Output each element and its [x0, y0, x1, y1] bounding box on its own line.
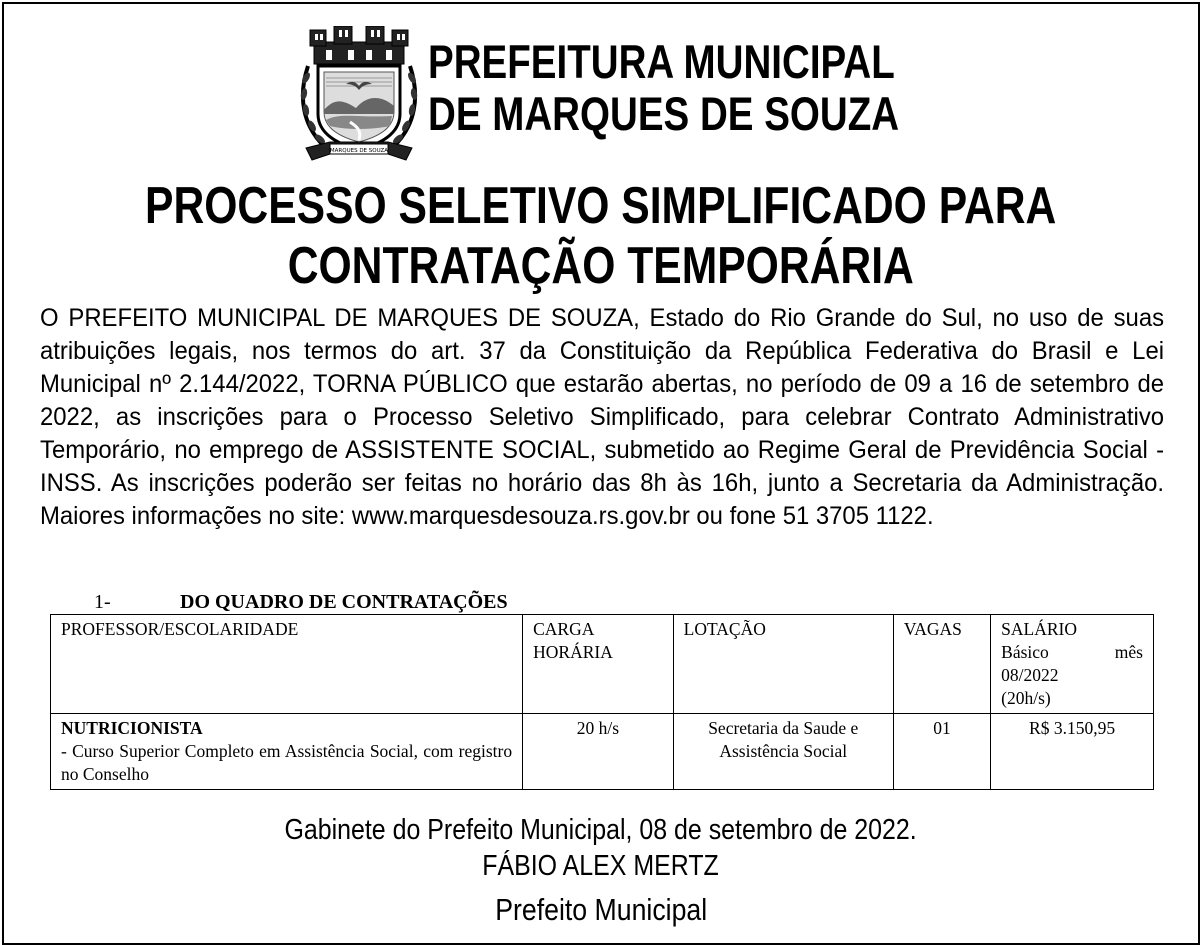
- signatory-position-text: Prefeito Municipal: [495, 892, 707, 927]
- table-header-row: [51, 615, 1154, 714]
- header-hours: [523, 615, 674, 714]
- footer-signatory-name: [4, 850, 1198, 883]
- place-date-text: Gabinete do Prefeito Municipal, 08 de setembro de 2022.: [284, 814, 918, 846]
- section-heading: [94, 591, 508, 613]
- section-number: 1-: [94, 591, 111, 613]
- cell-hours: 20 h/s: [523, 714, 674, 790]
- header-location: [673, 615, 893, 714]
- header-role-text: PROFESSOR/ESCOLARIDADE: [61, 619, 299, 639]
- footer-signatory-position: [4, 892, 1198, 928]
- header-location-text: LOTAÇÃO: [683, 619, 766, 639]
- header-vacancies-text: VAGAS: [903, 619, 962, 639]
- document-page: [2, 2, 1200, 945]
- document-title: [4, 176, 1198, 296]
- title-line-2: CONTRATAÇÃO TEMPORÁRIA: [287, 237, 915, 295]
- header-salary-line-1: SALÁRIO: [1001, 619, 1077, 639]
- org-line-1: PREFEITURA MUNICIPAL: [428, 35, 895, 88]
- cell-vacancies: 01: [893, 714, 990, 790]
- signatory-name-text: FÁBIO ALEX MERTZ: [482, 850, 720, 882]
- title-line-1: PROCESSO SELETIVO SIMPLIFICADO PARA: [145, 177, 1057, 235]
- role-requirement: - Curso Superior Completo em Assistência Social, com registro no Conselho: [61, 741, 513, 784]
- header-salary: [991, 615, 1154, 714]
- cell-salary: R$ 3.150,95: [991, 714, 1154, 790]
- header-salary-line-4: (20h/s): [1001, 688, 1051, 708]
- org-line-2: DE MARQUES DE SOUZA: [428, 87, 900, 140]
- header-role: [51, 615, 523, 714]
- crest-ribbon-text: MARQUES DE SOUZA: [329, 148, 389, 154]
- cell-role: [51, 714, 523, 790]
- hiring-table: [50, 614, 1154, 790]
- announcement-body: O PREFEITO MUNICIPAL DE MARQUES DE SOUZA, Estado do Rio Grande do Sul, no uso de suas atribuições legais, nos termos do art. 37 da Constituição da República Federativa do Brasil e Lei Municipal nº 2.144/2022, TORNA PÚBLICO que estarão abertas, no período de 09 a 16 de setembro de 2022, as inscrições para o Processo Seletivo Simplificado, para celebrar Contrato Administrativo Temporário, no emprego de ASSISTENTE SOCIAL, submetido ao Regime Geral de Previdência Social - INSS. As inscrições poderão ser feitas no horário das 8h às 16h, junto a Secretaria da Administração. Maiores informações no site: www.marquesdesouza.rs.gov.br ou fone 51 3705 1122.: [40, 304, 1165, 530]
- header: [4, 18, 1198, 168]
- header-salary-line-3: 08/2022: [1001, 665, 1059, 685]
- header-salary-line-2: Básico mês: [1001, 642, 1143, 662]
- municipal-coat-of-arms: [300, 26, 418, 164]
- cell-location: Secretaria da Saude e Assistência Social: [673, 714, 893, 790]
- footer-place-date: [4, 814, 1198, 847]
- role-name: NUTRICIONISTA: [61, 718, 203, 738]
- header-hours-text: CARGA HORÁRIA: [533, 619, 613, 662]
- header-vacancies: [893, 615, 990, 714]
- table-row: [51, 714, 1154, 790]
- section-title: DO QUADRO DE CONTRATAÇÕES: [180, 591, 508, 613]
- organization-name: [428, 36, 899, 140]
